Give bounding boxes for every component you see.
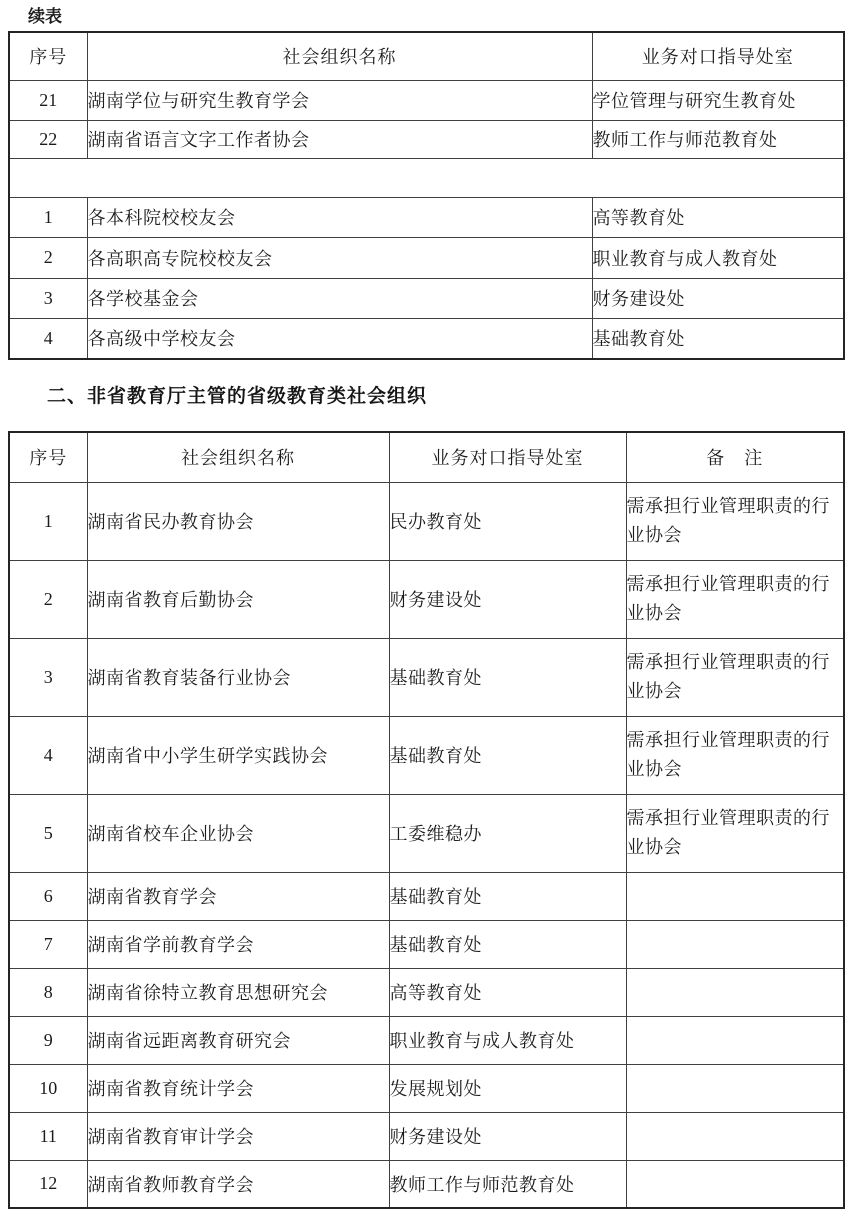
table-row xyxy=(9,482,844,560)
remark-cell: 需承担行业管理职责的行业协会 xyxy=(626,638,844,716)
table-row xyxy=(9,278,844,318)
seq-no-cell: 7 xyxy=(9,920,87,968)
remark-cell xyxy=(626,872,844,920)
table-header-row xyxy=(9,432,844,482)
office-cell: 发展规划处 xyxy=(389,1064,626,1112)
org-name-cell: 湖南省语言文字工作者协会 xyxy=(87,120,592,158)
org-name-cell: 各学校基金会 xyxy=(87,278,592,318)
table-row xyxy=(9,920,844,968)
office-cell: 基础教育处 xyxy=(592,318,844,359)
table-row xyxy=(9,1112,844,1160)
header-seq-no: 序号 xyxy=(9,32,87,80)
section-heading: 二、非省教育厅主管的省级教育类社会组织 xyxy=(47,386,428,407)
seq-no-cell: 3 xyxy=(9,638,87,716)
org-name-cell: 湖南省学前教育学会 xyxy=(87,920,389,968)
continued-label: 续表 xyxy=(28,7,62,26)
seq-no-cell: 2 xyxy=(9,237,87,278)
office-cell: 基础教育处 xyxy=(389,638,626,716)
org-name-cell: 湖南省徐特立教育思想研究会 xyxy=(87,968,389,1016)
office-cell: 职业教育与成人教育处 xyxy=(592,237,844,278)
table-row xyxy=(9,1064,844,1112)
seq-no-cell: 9 xyxy=(9,1016,87,1064)
remark-cell: 需承担行业管理职责的行业协会 xyxy=(626,794,844,872)
org-name-cell: 湖南省教育后勤协会 xyxy=(87,560,389,638)
org-name-cell: 湖南省教育统计学会 xyxy=(87,1064,389,1112)
remark-cell xyxy=(626,1112,844,1160)
table-row xyxy=(9,794,844,872)
office-cell: 教师工作与师范教育处 xyxy=(389,1160,626,1208)
table-row xyxy=(9,197,844,237)
seq-no-cell: 5 xyxy=(9,794,87,872)
header-org-name: 社会组织名称 xyxy=(87,32,592,80)
org-name-cell: 各本科院校校友会 xyxy=(87,197,592,237)
org-name-cell: 湖南省中小学生研学实践协会 xyxy=(87,716,389,794)
seq-no-cell: 21 xyxy=(9,80,87,120)
office-cell: 财务建设处 xyxy=(389,1112,626,1160)
org-name-cell: 湖南省教育装备行业协会 xyxy=(87,638,389,716)
office-cell: 高等教育处 xyxy=(389,968,626,1016)
org-name-cell: 湖南学位与研究生教育学会 xyxy=(87,80,592,120)
table-row xyxy=(9,120,844,158)
org-name-cell: 湖南省教育学会 xyxy=(87,872,389,920)
seq-no-cell: 4 xyxy=(9,716,87,794)
seq-no-cell: 8 xyxy=(9,968,87,1016)
office-cell: 职业教育与成人教育处 xyxy=(389,1016,626,1064)
continued-table xyxy=(8,31,845,360)
office-cell: 基础教育处 xyxy=(389,872,626,920)
table-row xyxy=(9,80,844,120)
table-row xyxy=(9,237,844,278)
table-row xyxy=(9,638,844,716)
seq-no-cell: 6 xyxy=(9,872,87,920)
seq-no-cell: 22 xyxy=(9,120,87,158)
seq-no-cell: 3 xyxy=(9,278,87,318)
remark-cell xyxy=(626,1064,844,1112)
remark-cell: 需承担行业管理职责的行业协会 xyxy=(626,560,844,638)
table-row xyxy=(9,872,844,920)
header-office: 业务对口指导处室 xyxy=(389,432,626,482)
org-name-cell: 湖南省校车企业协会 xyxy=(87,794,389,872)
org-name-cell: 湖南省远距离教育研究会 xyxy=(87,1016,389,1064)
office-cell: 财务建设处 xyxy=(389,560,626,638)
seq-no-cell: 10 xyxy=(9,1064,87,1112)
empty-spacer-row xyxy=(9,158,844,197)
office-cell: 财务建设处 xyxy=(592,278,844,318)
header-org-name: 社会组织名称 xyxy=(87,432,389,482)
table-row xyxy=(9,1160,844,1208)
remark-cell xyxy=(626,1160,844,1208)
seq-no-cell: 4 xyxy=(9,318,87,359)
seq-no-cell: 1 xyxy=(9,197,87,237)
office-cell: 高等教育处 xyxy=(592,197,844,237)
office-cell: 学位管理与研究生教育处 xyxy=(592,80,844,120)
header-remark: 备 注 xyxy=(626,432,844,482)
remark-cell: 需承担行业管理职责的行业协会 xyxy=(626,482,844,560)
org-name-cell: 湖南省教育审计学会 xyxy=(87,1112,389,1160)
seq-no-cell: 12 xyxy=(9,1160,87,1208)
remark-cell: 需承担行业管理职责的行业协会 xyxy=(626,716,844,794)
office-cell: 教师工作与师范教育处 xyxy=(592,120,844,158)
remark-cell xyxy=(626,1016,844,1064)
table-row xyxy=(9,318,844,359)
org-name-cell: 湖南省教师教育学会 xyxy=(87,1160,389,1208)
table-row xyxy=(9,560,844,638)
empty-cell xyxy=(9,158,844,197)
seq-no-cell: 1 xyxy=(9,482,87,560)
table-header-row xyxy=(9,32,844,80)
office-cell: 基础教育处 xyxy=(389,920,626,968)
section2-table xyxy=(8,431,845,1209)
remark-cell xyxy=(626,968,844,1016)
office-cell: 工委维稳办 xyxy=(389,794,626,872)
org-name-cell: 各高级中学校友会 xyxy=(87,318,592,359)
header-office: 业务对口指导处室 xyxy=(592,32,844,80)
seq-no-cell: 2 xyxy=(9,560,87,638)
org-name-cell: 湖南省民办教育协会 xyxy=(87,482,389,560)
office-cell: 民办教育处 xyxy=(389,482,626,560)
table-row xyxy=(9,716,844,794)
remark-cell xyxy=(626,920,844,968)
table-row xyxy=(9,968,844,1016)
table-row xyxy=(9,1016,844,1064)
header-seq-no: 序号 xyxy=(9,432,87,482)
seq-no-cell: 11 xyxy=(9,1112,87,1160)
office-cell: 基础教育处 xyxy=(389,716,626,794)
org-name-cell: 各高职高专院校校友会 xyxy=(87,237,592,278)
